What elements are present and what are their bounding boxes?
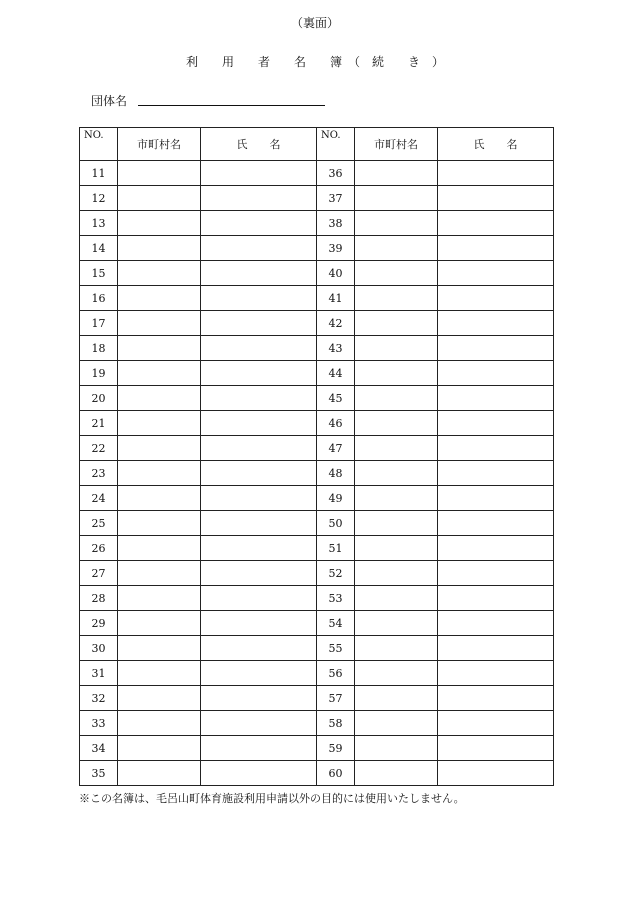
municipality-cell-left[interactable]	[118, 311, 201, 336]
table-row	[80, 736, 554, 761]
municipality-cell-left[interactable]	[118, 361, 201, 386]
header-municipality-left: 市町村名	[118, 128, 201, 161]
header-municipality-right: 市町村名	[355, 128, 438, 161]
municipality-cell-left[interactable]	[118, 611, 201, 636]
row-number-left: 19	[80, 361, 118, 386]
name-cell-right[interactable]	[438, 161, 554, 186]
municipality-cell-left[interactable]	[118, 261, 201, 286]
table-row	[80, 686, 554, 711]
name-cell-right[interactable]	[438, 736, 554, 761]
municipality-cell-left[interactable]	[118, 386, 201, 411]
name-cell-right[interactable]	[438, 486, 554, 511]
name-cell-left[interactable]	[201, 661, 317, 686]
row-number-left: 15	[80, 261, 118, 286]
name-cell-left[interactable]	[201, 736, 317, 761]
row-number-right: 52	[317, 561, 355, 586]
header-name-right: 氏 名	[438, 128, 554, 161]
municipality-cell-left[interactable]	[118, 561, 201, 586]
name-cell-left[interactable]	[201, 411, 317, 436]
header-name-left: 氏 名	[201, 128, 317, 161]
table-row	[80, 611, 554, 636]
name-cell-right[interactable]	[438, 236, 554, 261]
name-cell-left[interactable]	[201, 511, 317, 536]
municipality-cell-right[interactable]	[355, 636, 438, 661]
name-cell-right[interactable]	[438, 461, 554, 486]
name-cell-left[interactable]	[201, 336, 317, 361]
municipality-cell-left[interactable]	[118, 511, 201, 536]
name-cell-left[interactable]	[201, 761, 317, 786]
name-cell-right[interactable]	[438, 436, 554, 461]
municipality-cell-left[interactable]	[118, 336, 201, 361]
row-number-right: 48	[317, 461, 355, 486]
row-number-left: 18	[80, 336, 118, 361]
municipality-cell-left[interactable]	[118, 436, 201, 461]
name-cell-left[interactable]	[201, 286, 317, 311]
name-cell-left[interactable]	[201, 311, 317, 336]
row-number-right: 47	[317, 436, 355, 461]
row-number-right: 54	[317, 611, 355, 636]
row-number-left: 17	[80, 311, 118, 336]
municipality-cell-right[interactable]	[355, 436, 438, 461]
row-number-left: 12	[80, 186, 118, 211]
name-cell-right[interactable]	[438, 611, 554, 636]
name-cell-left[interactable]	[201, 686, 317, 711]
row-number-right: 40	[317, 261, 355, 286]
row-number-left: 29	[80, 611, 118, 636]
table-row	[80, 486, 554, 511]
group-name-field[interactable]	[138, 105, 325, 106]
row-number-left: 34	[80, 736, 118, 761]
table-row	[80, 336, 554, 361]
row-number-left: 14	[80, 236, 118, 261]
municipality-cell-left[interactable]	[118, 711, 201, 736]
row-number-right: 38	[317, 211, 355, 236]
name-cell-right[interactable]	[438, 361, 554, 386]
municipality-cell-left[interactable]	[118, 586, 201, 611]
row-number-left: 35	[80, 761, 118, 786]
municipality-cell-right[interactable]	[355, 686, 438, 711]
roster-table	[79, 127, 554, 786]
name-cell-right[interactable]	[438, 711, 554, 736]
table-row	[80, 636, 554, 661]
table-header-row	[80, 128, 554, 161]
table-row	[80, 386, 554, 411]
municipality-cell-left[interactable]	[118, 186, 201, 211]
municipality-cell-right[interactable]	[355, 736, 438, 761]
row-number-left: 32	[80, 686, 118, 711]
table-row	[80, 311, 554, 336]
row-number-right: 51	[317, 536, 355, 561]
municipality-cell-right[interactable]	[355, 411, 438, 436]
table-row	[80, 761, 554, 786]
name-cell-right[interactable]	[438, 386, 554, 411]
name-cell-left[interactable]	[201, 361, 317, 386]
row-number-left: 24	[80, 486, 118, 511]
group-name-row	[91, 92, 127, 108]
row-number-left: 13	[80, 211, 118, 236]
name-cell-right[interactable]	[438, 336, 554, 361]
municipality-cell-left[interactable]	[118, 736, 201, 761]
row-number-right: 58	[317, 711, 355, 736]
header-no-right: NO.	[317, 128, 355, 161]
row-number-right: 42	[317, 311, 355, 336]
name-cell-right[interactable]	[438, 536, 554, 561]
table-row	[80, 161, 554, 186]
name-cell-right[interactable]	[438, 661, 554, 686]
row-number-right: 53	[317, 586, 355, 611]
name-cell-left[interactable]	[201, 211, 317, 236]
municipality-cell-left[interactable]	[118, 161, 201, 186]
row-number-left: 23	[80, 461, 118, 486]
municipality-cell-left[interactable]	[118, 286, 201, 311]
row-number-right: 49	[317, 486, 355, 511]
table-row	[80, 361, 554, 386]
name-cell-left[interactable]	[201, 436, 317, 461]
table-row	[80, 711, 554, 736]
name-cell-right[interactable]	[438, 261, 554, 286]
municipality-cell-right[interactable]	[355, 761, 438, 786]
row-number-right: 45	[317, 386, 355, 411]
municipality-cell-right[interactable]	[355, 711, 438, 736]
municipality-cell-left[interactable]	[118, 211, 201, 236]
row-number-right: 56	[317, 661, 355, 686]
row-number-left: 16	[80, 286, 118, 311]
municipality-cell-left[interactable]	[118, 536, 201, 561]
row-number-left: 31	[80, 661, 118, 686]
name-cell-left[interactable]	[201, 586, 317, 611]
table-row	[80, 261, 554, 286]
municipality-cell-left[interactable]	[118, 486, 201, 511]
row-number-left: 20	[80, 386, 118, 411]
municipality-cell-right[interactable]	[355, 561, 438, 586]
name-cell-left[interactable]	[201, 261, 317, 286]
municipality-cell-left[interactable]	[118, 761, 201, 786]
row-number-right: 46	[317, 411, 355, 436]
municipality-cell-left[interactable]	[118, 411, 201, 436]
row-number-right: 43	[317, 336, 355, 361]
roster-body	[80, 161, 554, 786]
row-number-left: 33	[80, 711, 118, 736]
row-number-right: 41	[317, 286, 355, 311]
row-number-left: 28	[80, 586, 118, 611]
row-number-right: 57	[317, 686, 355, 711]
municipality-cell-left[interactable]	[118, 636, 201, 661]
row-number-right: 36	[317, 161, 355, 186]
row-number-left: 27	[80, 561, 118, 586]
municipality-cell-right[interactable]	[355, 286, 438, 311]
table-row	[80, 461, 554, 486]
row-number-right: 50	[317, 511, 355, 536]
municipality-cell-right[interactable]	[355, 661, 438, 686]
municipality-cell-right[interactable]	[355, 361, 438, 386]
name-cell-left[interactable]	[201, 486, 317, 511]
table-row	[80, 661, 554, 686]
row-number-right: 37	[317, 186, 355, 211]
row-number-left: 30	[80, 636, 118, 661]
header-no-left: NO.	[80, 128, 118, 161]
name-cell-right[interactable]	[438, 586, 554, 611]
row-number-right: 55	[317, 636, 355, 661]
row-number-right: 59	[317, 736, 355, 761]
municipality-cell-left[interactable]	[118, 686, 201, 711]
name-cell-right[interactable]	[438, 561, 554, 586]
municipality-cell-right[interactable]	[355, 311, 438, 336]
name-cell-left[interactable]	[201, 611, 317, 636]
name-cell-left[interactable]	[201, 461, 317, 486]
municipality-cell-right[interactable]	[355, 536, 438, 561]
name-cell-right[interactable]	[438, 286, 554, 311]
municipality-cell-right[interactable]	[355, 486, 438, 511]
table-row	[80, 586, 554, 611]
table-row	[80, 236, 554, 261]
name-cell-right[interactable]	[438, 761, 554, 786]
table-row	[80, 511, 554, 536]
municipality-cell-right[interactable]	[355, 261, 438, 286]
municipality-cell-right[interactable]	[355, 186, 438, 211]
side-label: （裏面）	[290, 16, 339, 30]
name-cell-right[interactable]	[438, 186, 554, 211]
municipality-cell-right[interactable]	[355, 461, 438, 486]
municipality-cell-left[interactable]	[118, 661, 201, 686]
table-row	[80, 186, 554, 211]
municipality-cell-right[interactable]	[355, 161, 438, 186]
row-number-right: 39	[317, 236, 355, 261]
row-number-left: 26	[80, 536, 118, 561]
table-row	[80, 411, 554, 436]
name-cell-left[interactable]	[201, 386, 317, 411]
name-cell-right[interactable]	[438, 211, 554, 236]
table-row	[80, 436, 554, 461]
name-cell-right[interactable]	[438, 511, 554, 536]
municipality-cell-right[interactable]	[355, 211, 438, 236]
name-cell-left[interactable]	[201, 636, 317, 661]
group-name-label: 団体名	[91, 94, 128, 108]
row-number-left: 11	[80, 161, 118, 186]
municipality-cell-left[interactable]	[118, 236, 201, 261]
row-number-right: 60	[317, 761, 355, 786]
name-cell-left[interactable]	[201, 536, 317, 561]
name-cell-right[interactable]	[438, 411, 554, 436]
row-number-left: 22	[80, 436, 118, 461]
name-cell-right[interactable]	[438, 686, 554, 711]
name-cell-right[interactable]	[438, 311, 554, 336]
municipality-cell-right[interactable]	[355, 336, 438, 361]
table-row	[80, 211, 554, 236]
table-row	[80, 286, 554, 311]
row-number-left: 21	[80, 411, 118, 436]
name-cell-left[interactable]	[201, 186, 317, 211]
name-cell-left[interactable]	[201, 161, 317, 186]
footnote: ※この名簿は、毛呂山町体育施設利用申請以外の目的には使用いたしません。	[79, 792, 465, 805]
page-title: 利 用 者 名 簿 （ 続 き ）	[185, 55, 444, 69]
table-row	[80, 536, 554, 561]
municipality-cell-right[interactable]	[355, 511, 438, 536]
table-row	[80, 561, 554, 586]
row-number-right: 44	[317, 361, 355, 386]
municipality-cell-left[interactable]	[118, 461, 201, 486]
municipality-cell-right[interactable]	[355, 386, 438, 411]
row-number-left: 25	[80, 511, 118, 536]
municipality-cell-right[interactable]	[355, 611, 438, 636]
name-cell-right[interactable]	[438, 636, 554, 661]
municipality-cell-right[interactable]	[355, 236, 438, 261]
municipality-cell-right[interactable]	[355, 586, 438, 611]
name-cell-left[interactable]	[201, 561, 317, 586]
name-cell-left[interactable]	[201, 236, 317, 261]
name-cell-left[interactable]	[201, 711, 317, 736]
